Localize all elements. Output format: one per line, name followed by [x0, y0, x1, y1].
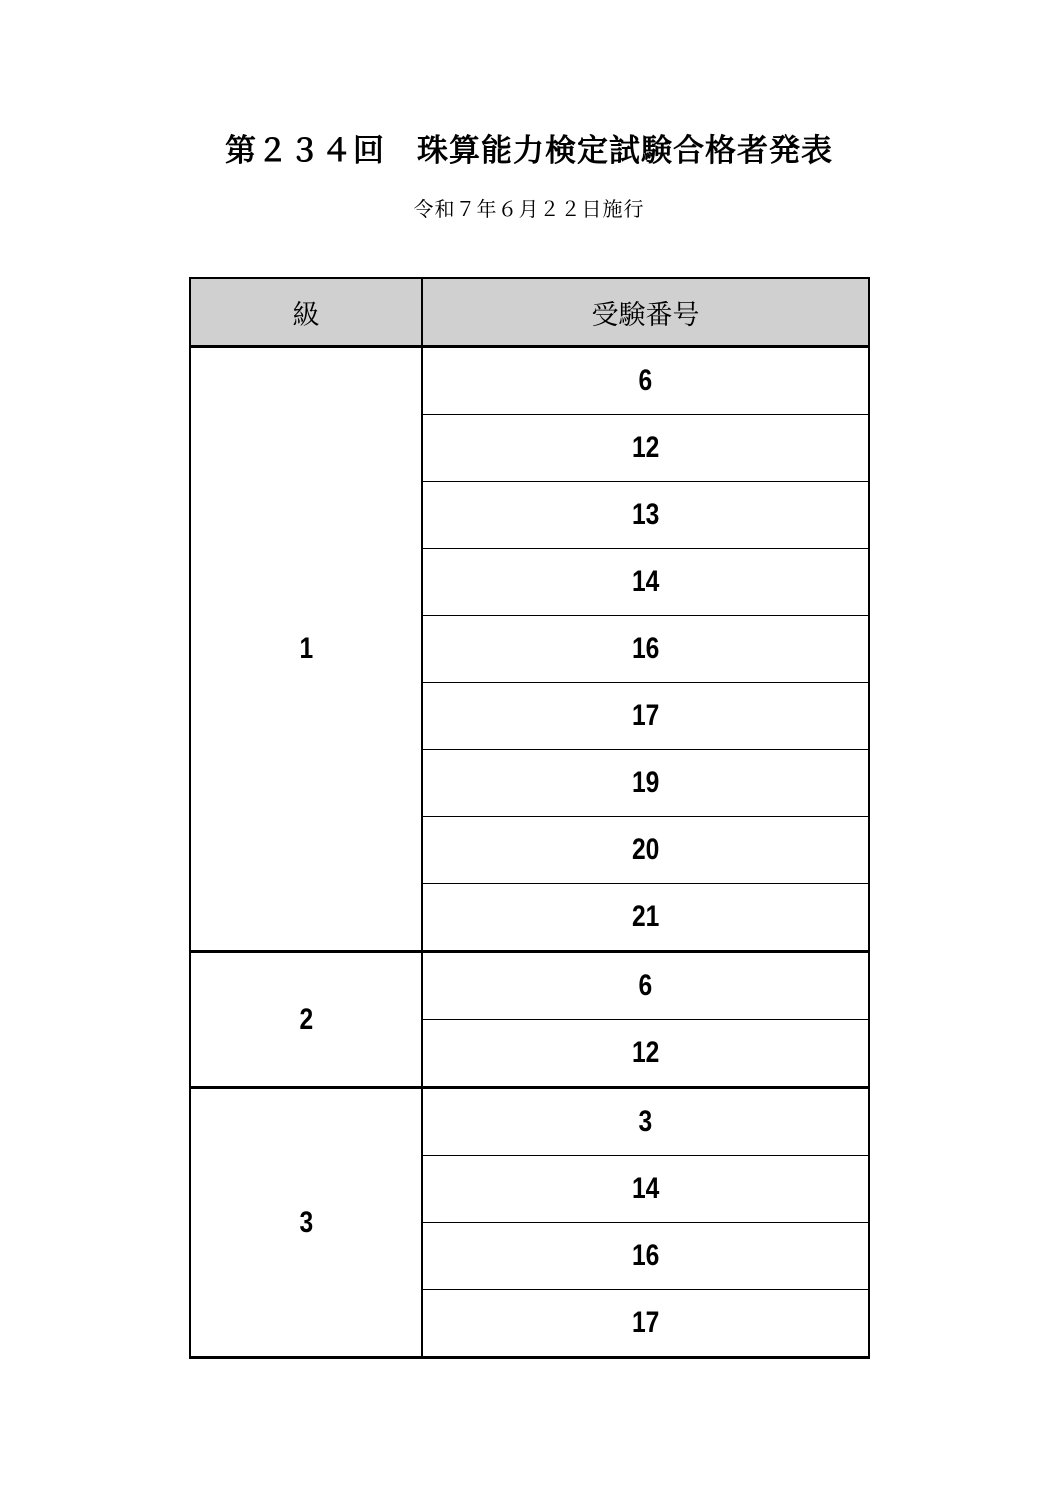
exam-number: 14: [631, 1172, 660, 1205]
table-header-row: [190, 278, 869, 347]
table-row: [190, 952, 869, 1020]
exam-number: 21: [631, 900, 660, 933]
level-cell: [190, 952, 422, 1088]
results-body: [190, 347, 869, 1358]
level-cell: [190, 347, 422, 952]
exam-number: 6: [638, 969, 653, 1002]
exam-number-cell: [422, 1088, 869, 1156]
exam-number-cell: [422, 482, 869, 549]
exam-number-cell: [422, 1290, 869, 1358]
exam-number-cell: [422, 884, 869, 952]
level-value: 2: [299, 1002, 313, 1036]
exam-number-cell: [422, 1020, 869, 1088]
level-value: 3: [299, 1205, 313, 1239]
exam-number-cell: [422, 347, 869, 415]
results-table: [189, 277, 870, 1359]
exam-number: 13: [631, 498, 660, 531]
exam-number-cell: [422, 952, 869, 1020]
exam-number-cell: [422, 683, 869, 750]
table-row: [190, 1088, 869, 1156]
exam-number: 17: [631, 1306, 660, 1339]
table-row: [190, 347, 869, 415]
exam-number: 14: [631, 565, 660, 598]
exam-number-cell: [422, 817, 869, 884]
page-title: 第２３４回 珠算能力検定試験合格者発表: [225, 133, 833, 169]
exam-number-cell: [422, 1156, 869, 1223]
exam-number-cell: [422, 616, 869, 683]
exam-number-cell: [422, 549, 869, 616]
exam-number: 19: [631, 766, 660, 799]
exam-number: 12: [631, 1036, 660, 1069]
header-level: 級: [190, 278, 422, 347]
exam-number: 20: [631, 833, 660, 866]
exam-number: 17: [631, 699, 660, 732]
level-value: 1: [299, 632, 313, 665]
exam-number: 6: [638, 364, 653, 397]
exam-number-cell: [422, 415, 869, 482]
level-cell: [190, 1088, 422, 1358]
exam-number-cell: [422, 750, 869, 817]
header-exam-number: 受験番号: [422, 278, 869, 347]
exam-number: 16: [631, 632, 660, 665]
exam-number: 12: [631, 431, 660, 464]
exam-date: 令和７年６月２２日施行: [413, 197, 645, 221]
exam-number: 16: [631, 1239, 660, 1272]
exam-number: 3: [638, 1105, 653, 1138]
exam-number-cell: [422, 1223, 869, 1290]
